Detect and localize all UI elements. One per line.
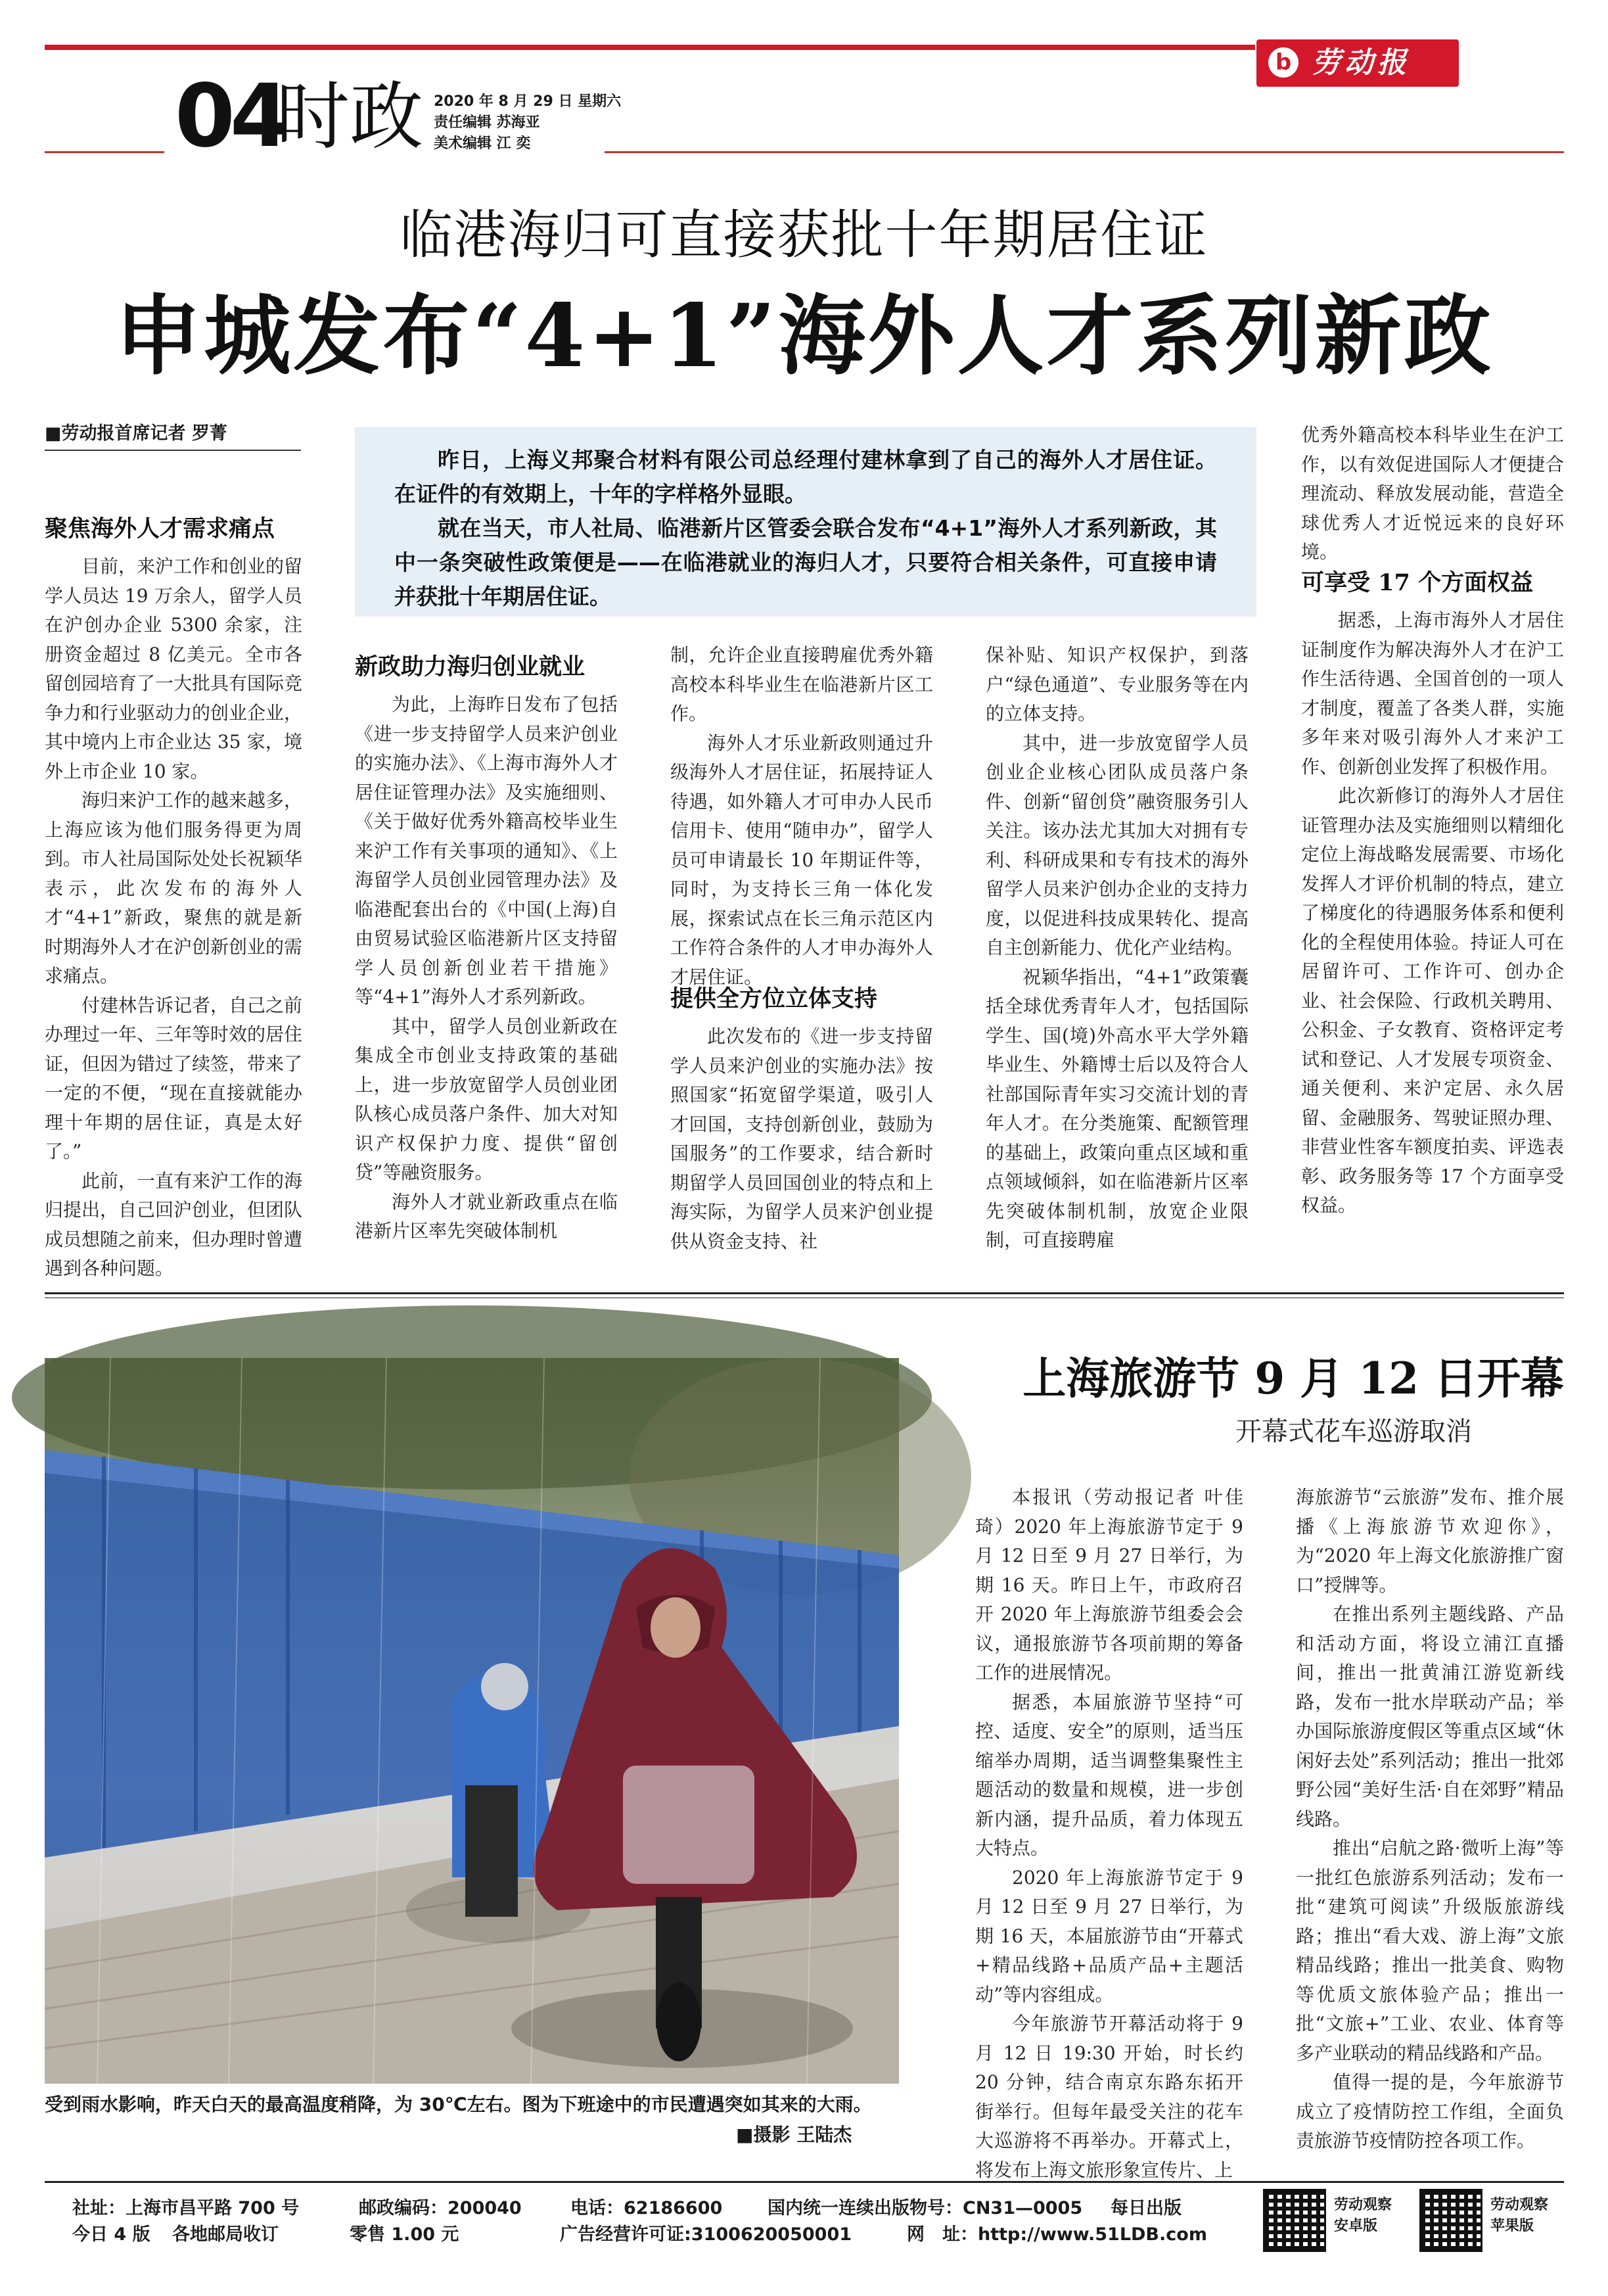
qr-code-ios[interactable] xyxy=(1419,2189,1482,2252)
paragraph: 目前，来沪工作和创业的留学人员达 19 万余人，留学人员在沪创办企业 5300 余家，注册资金超过 8 亿美元。全市各留创园培育了一大批具有国际竞争力和行业驱动力的创业企业，其中境内上市企业达 35 家，境外上市企业 10 家。 xyxy=(45,555,303,782)
col3-subhead: 提供全方位立体支持 xyxy=(670,985,878,1012)
col1-subhead: 聚焦海外人才需求痛点 xyxy=(45,515,275,542)
qr-code-android[interactable] xyxy=(1263,2189,1326,2252)
qr-ios-label-1: 劳动观察 xyxy=(1490,2197,1549,2213)
qr-android-label-2: 安卓版 xyxy=(1334,2218,1378,2234)
col2-body xyxy=(355,690,618,1249)
paragraph: 保补贴、知识产权保护，到落户“绿色通道”、专业服务等在内的立体支持。 xyxy=(986,644,1249,724)
paragraph: 推出“启航之路·微听上海”等一批红色旅游系列活动；发布一批“建筑可阅读”升级版旅游线路；推出“看大戏、游上海”文旅精品线路；推出一批美食、购物等优质文旅体验产品；推出一批“文旅+”工业、农业、体育等多产业联动的精品线路和产品。 xyxy=(1296,1837,1564,2064)
second-col2-body xyxy=(1296,1483,1564,2151)
footer-rule xyxy=(45,2181,1564,2183)
brand-logo xyxy=(1256,39,1459,87)
paragraph: 祝颖华指出，“4+1”政策囊括全球优秀青年人才，包括国际学生、国(境)外高水平大学外籍毕业生、外籍博士后以及符合人社部国际青年实习交流计划的青年人才。在分类施策、配额管理的基础上，政策向重点区域和重点领域倾斜，如在临港新片区率先突破体制机制，放宽企业限制，可直接聘雇 xyxy=(986,966,1249,1251)
footer-post-offices: 各地邮局收订 xyxy=(172,2224,279,2245)
footer-retail: 零售 1.00 元 xyxy=(350,2224,459,2245)
footer-daily: 每日出版 xyxy=(1111,2198,1182,2218)
paragraph: 今年旅游节开幕活动将于 9 月 12 日 19:30 开始，时长约 20 分钟，结合南京东路东拓开街举行。但每年最受关注的花车大巡游将不再举办。开幕式上，将发布上海文旅形象宣传片、上 xyxy=(975,2013,1243,2181)
art-editor: 美术编辑 江 奕 xyxy=(434,135,531,152)
qr-ios-label-2: 苹果版 xyxy=(1490,2218,1534,2234)
qr-android-label-1: 劳动观察 xyxy=(1334,2197,1392,2213)
col4-body xyxy=(986,641,1249,1249)
paragraph: 海外人才就业新政重点在临港新片区率先突破体制机 xyxy=(355,1190,618,1242)
photo-illustration xyxy=(45,1358,899,2084)
top-red-rule xyxy=(45,45,1255,50)
paragraph: 制，允许企业直接聘雇优秀外籍高校本科毕业生在临港新片区工作。 xyxy=(670,644,933,724)
second-col1-body xyxy=(975,1483,1243,2181)
footer-pages: 今日 4 版 xyxy=(72,2224,150,2245)
paragraph: 值得一提的是，今年旅游节成立了疫情防控工作组，全面负责旅游节疫情防控各项工作。 xyxy=(1296,2071,1564,2151)
paragraph: 海归来沪工作的越来越多，上海应该为他们服务得更为周到。市人社局国际处处长祝颖华表示，此次发布的海外人才“4+1”新政，聚焦的就是新时期海外人才在沪创新创业的需求痛点。 xyxy=(45,789,303,987)
second-subheadline: 开幕式花车巡游取消 xyxy=(1235,1417,1472,1447)
paragraph: 海旅游节“云旅游”发布、推介展播《上海旅游节欢迎你》，为“2020 年上海文化旅游推广窗口”授牌等。 xyxy=(1296,1486,1564,1596)
brand-name: 劳动报 xyxy=(1312,46,1410,80)
main-headline: 申城发布“4+1”海外人才系列新政 xyxy=(114,285,1494,387)
col5-subhead: 可享受 17 个方面权益 xyxy=(1301,569,1534,596)
paragraph: 此前，一直有来沪工作的海归提出，自己回沪创业，但团队成员想随之前来，但办理时曾遭遇到各种问题。 xyxy=(45,1169,303,1279)
footer-website: 网 址：http://www.51LDB.com xyxy=(907,2224,1207,2245)
left-rule xyxy=(45,151,164,153)
page-number: 04 xyxy=(175,66,285,167)
lead-paragraph: 昨日，上海义邦聚合材料有限公司总经理付建林拿到了自己的海外人才居住证。在证件的有效期上，十年的字样格外显眼。 xyxy=(394,447,1217,507)
right-rule xyxy=(605,151,1564,153)
footer-cn-number: 国内统一连续出版物号：CN31—0005 xyxy=(768,2198,1083,2218)
second-headline: 上海旅游节 9 月 12 日开幕 xyxy=(1022,1353,1564,1404)
section-name: 时政 xyxy=(276,74,423,160)
paragraph: 在推出系列主题线路、产品和活动方面，将设立浦江直播间，推出一批黄浦江游览新线路，发布一批水岸联动产品；举办国际旅游度假区等重点区域“休闲好去处”系列活动；推出一批郊野公园“美好生活·自在郊野”精品线路。 xyxy=(1296,1603,1564,1830)
responsible-editor: 责任编辑 苏海亚 xyxy=(434,114,540,131)
section-divider xyxy=(45,1292,1564,1294)
paragraph: 海外人才乐业新政则通过升级海外人才居住证，拓展持证人待遇，如外籍人才可申办人民币信用卡、使用“随申办”，留学人员可申请最长 10 年期证件等，同时，为支持长三角一体化发展，探索试点在长三角示范区内工作符合条件的人才申办海外人才居住证。 xyxy=(670,732,933,988)
paragraph: 其中，留学人员创业新政在集成全市创业支持政策的基础上，进一步放宽留学人员创业团队核心成员落户条件、加大对知识产权保护力度、提供“留创贷”等融资服务。 xyxy=(355,1015,618,1183)
issue-date: 2020 年 8 月 29 日 星期六 xyxy=(434,93,622,110)
col3-body-bottom xyxy=(670,1022,933,1252)
paragraph: 付建林告诉记者，自己之前办理过一年、三年等时效的居住证，但因为错过了续签，带来了一定的不便，“现在直接就能办理十年期的居住证，真是太好了。” xyxy=(45,994,303,1162)
lead-paragraph: 就在当天，市人社局、临港新片区管委会联合发布“4+1”海外人才系列新政，其中一条突破性政策便是——在临港就业的海归人才，只要符合相关条件，可直接申请并获批十年期居住证。 xyxy=(394,515,1217,609)
paragraph: 为此，上海昨日发布了包括《进一步支持留学人员来沪创业的实施办法》、《上海市海外人才居住证管理办法》及实施细则、《关于做好优秀外籍高校毕业生来沪工作有关事项的通知》、《上海留学人员创业园管理办法》及临港配套出台的《中国(上海)自由贸易试验区临港新片区支持留学人员创新创业若干措施》等“4+1”海外人才系列新政。 xyxy=(355,693,618,1008)
col1-body xyxy=(45,552,303,1279)
paragraph: 据悉，上海市海外人才居住证制度作为解决海外人才在沪工作生活待遇、全国首创的一项人才制度，覆盖了各类人群，实施多年来对吸引海外人才来沪工作、创新创业发挥了积极作用。 xyxy=(1301,609,1564,778)
footer-phone: 电话：62186600 xyxy=(570,2198,723,2218)
paragraph: 此次新修订的海外人才居住证管理办法及实施细则以精细化定位上海战略发展需要、市场化发挥人才评价机制的特点，建立了梯度化的待遇服务体系和便利化的全程使用体验。持证人可在居留许可、工作许可、创办企业、社会保险、行政机关聘用、公积金、子女教育、资格评定考试和登记、人才发展专项资金、通关便利、来沪定居、永久居留、金融服务、驾驶证照办理、非营业性客车额度拍卖、评选表彰、政务服务等 17 个方面享受权益。 xyxy=(1301,785,1564,1216)
caption-text: 受到雨水影响，昨天白天的最高温度稍降，为 30℃左右。图为下班途中的市民遭遇突如其来的大雨。 xyxy=(45,2094,872,2115)
col3-body-top xyxy=(670,641,933,988)
paragraph: 优秀外籍高校本科毕业生在沪工作，以有效促进国际人才便捷合理流动、释放发展动能，营造全球优秀人才近悦远来的良好环境。 xyxy=(1301,424,1564,563)
paragraph: 本报讯（劳动报记者 叶佳琦）2020 年上海旅游节定于 9 月 12 日至 9 月 27 日举行，为期 16 天。昨日上午，市政府召开 2020 年上海旅游节组委会会议，通报旅游节各项前期的筹备工作的进展情况。 xyxy=(975,1486,1243,1683)
col5-body-top xyxy=(1301,421,1564,565)
col2-subhead: 新政助力海归创业就业 xyxy=(355,653,586,680)
paragraph: 2020 年上海旅游节定于 9 月 12 日至 9 月 27 日举行，为期 16 天，本届旅游节由“开幕式+精品线路+品质产品+主题活动”等内容组成。 xyxy=(975,1866,1243,2005)
news-photo xyxy=(45,1358,899,2084)
paragraph: 据悉，本届旅游节坚持“可控、适度、安全”的原则，适当压缩举办周期，适当调整集聚性主题活动的数量和规模，进一步创新内涵，提升品质，着力体现五大特点。 xyxy=(975,1691,1243,1859)
kicker-headline: 临港海归可直接获批十年期居住证 xyxy=(400,204,1208,266)
byline: ■劳动报首席记者 罗菁 xyxy=(45,421,301,451)
col5-body-bottom xyxy=(1301,606,1564,1249)
lead-box xyxy=(355,427,1256,617)
photo-caption xyxy=(45,2090,899,2119)
footer-postcode: 邮政编码：200040 xyxy=(359,2198,522,2218)
paragraph: 此次发布的《进一步支持留学人员来沪创业的实施办法》按照国家“拓宽留学渠道，吸引人才回国，支持创新创业，鼓励为国服务”的工作要求，结合新时期留学人员回国创业的特点和上海实际，为留学人员来沪创业提供从资金支持、社 xyxy=(670,1025,933,1252)
paragraph: 其中，进一步放宽留学人员创业企业核心团队成员落户条件、创新“留创贷”融资服务引人关注。该办法尤其加大对拥有专利、科研成果和专有技术的海外留学人员来沪创办企业的支持力度，以促进科技成果转化、提高自主创新能力、优化产业结构。 xyxy=(986,732,1249,958)
photo-credit: ■摄影 王陆杰 xyxy=(736,2124,852,2145)
footer-ad-license: 广告经营许可证:3100620050001 xyxy=(560,2224,852,2245)
brand-logo-mark: b xyxy=(1268,47,1298,78)
footer-address: 社址：上海市昌平路 700 号 xyxy=(72,2198,300,2218)
